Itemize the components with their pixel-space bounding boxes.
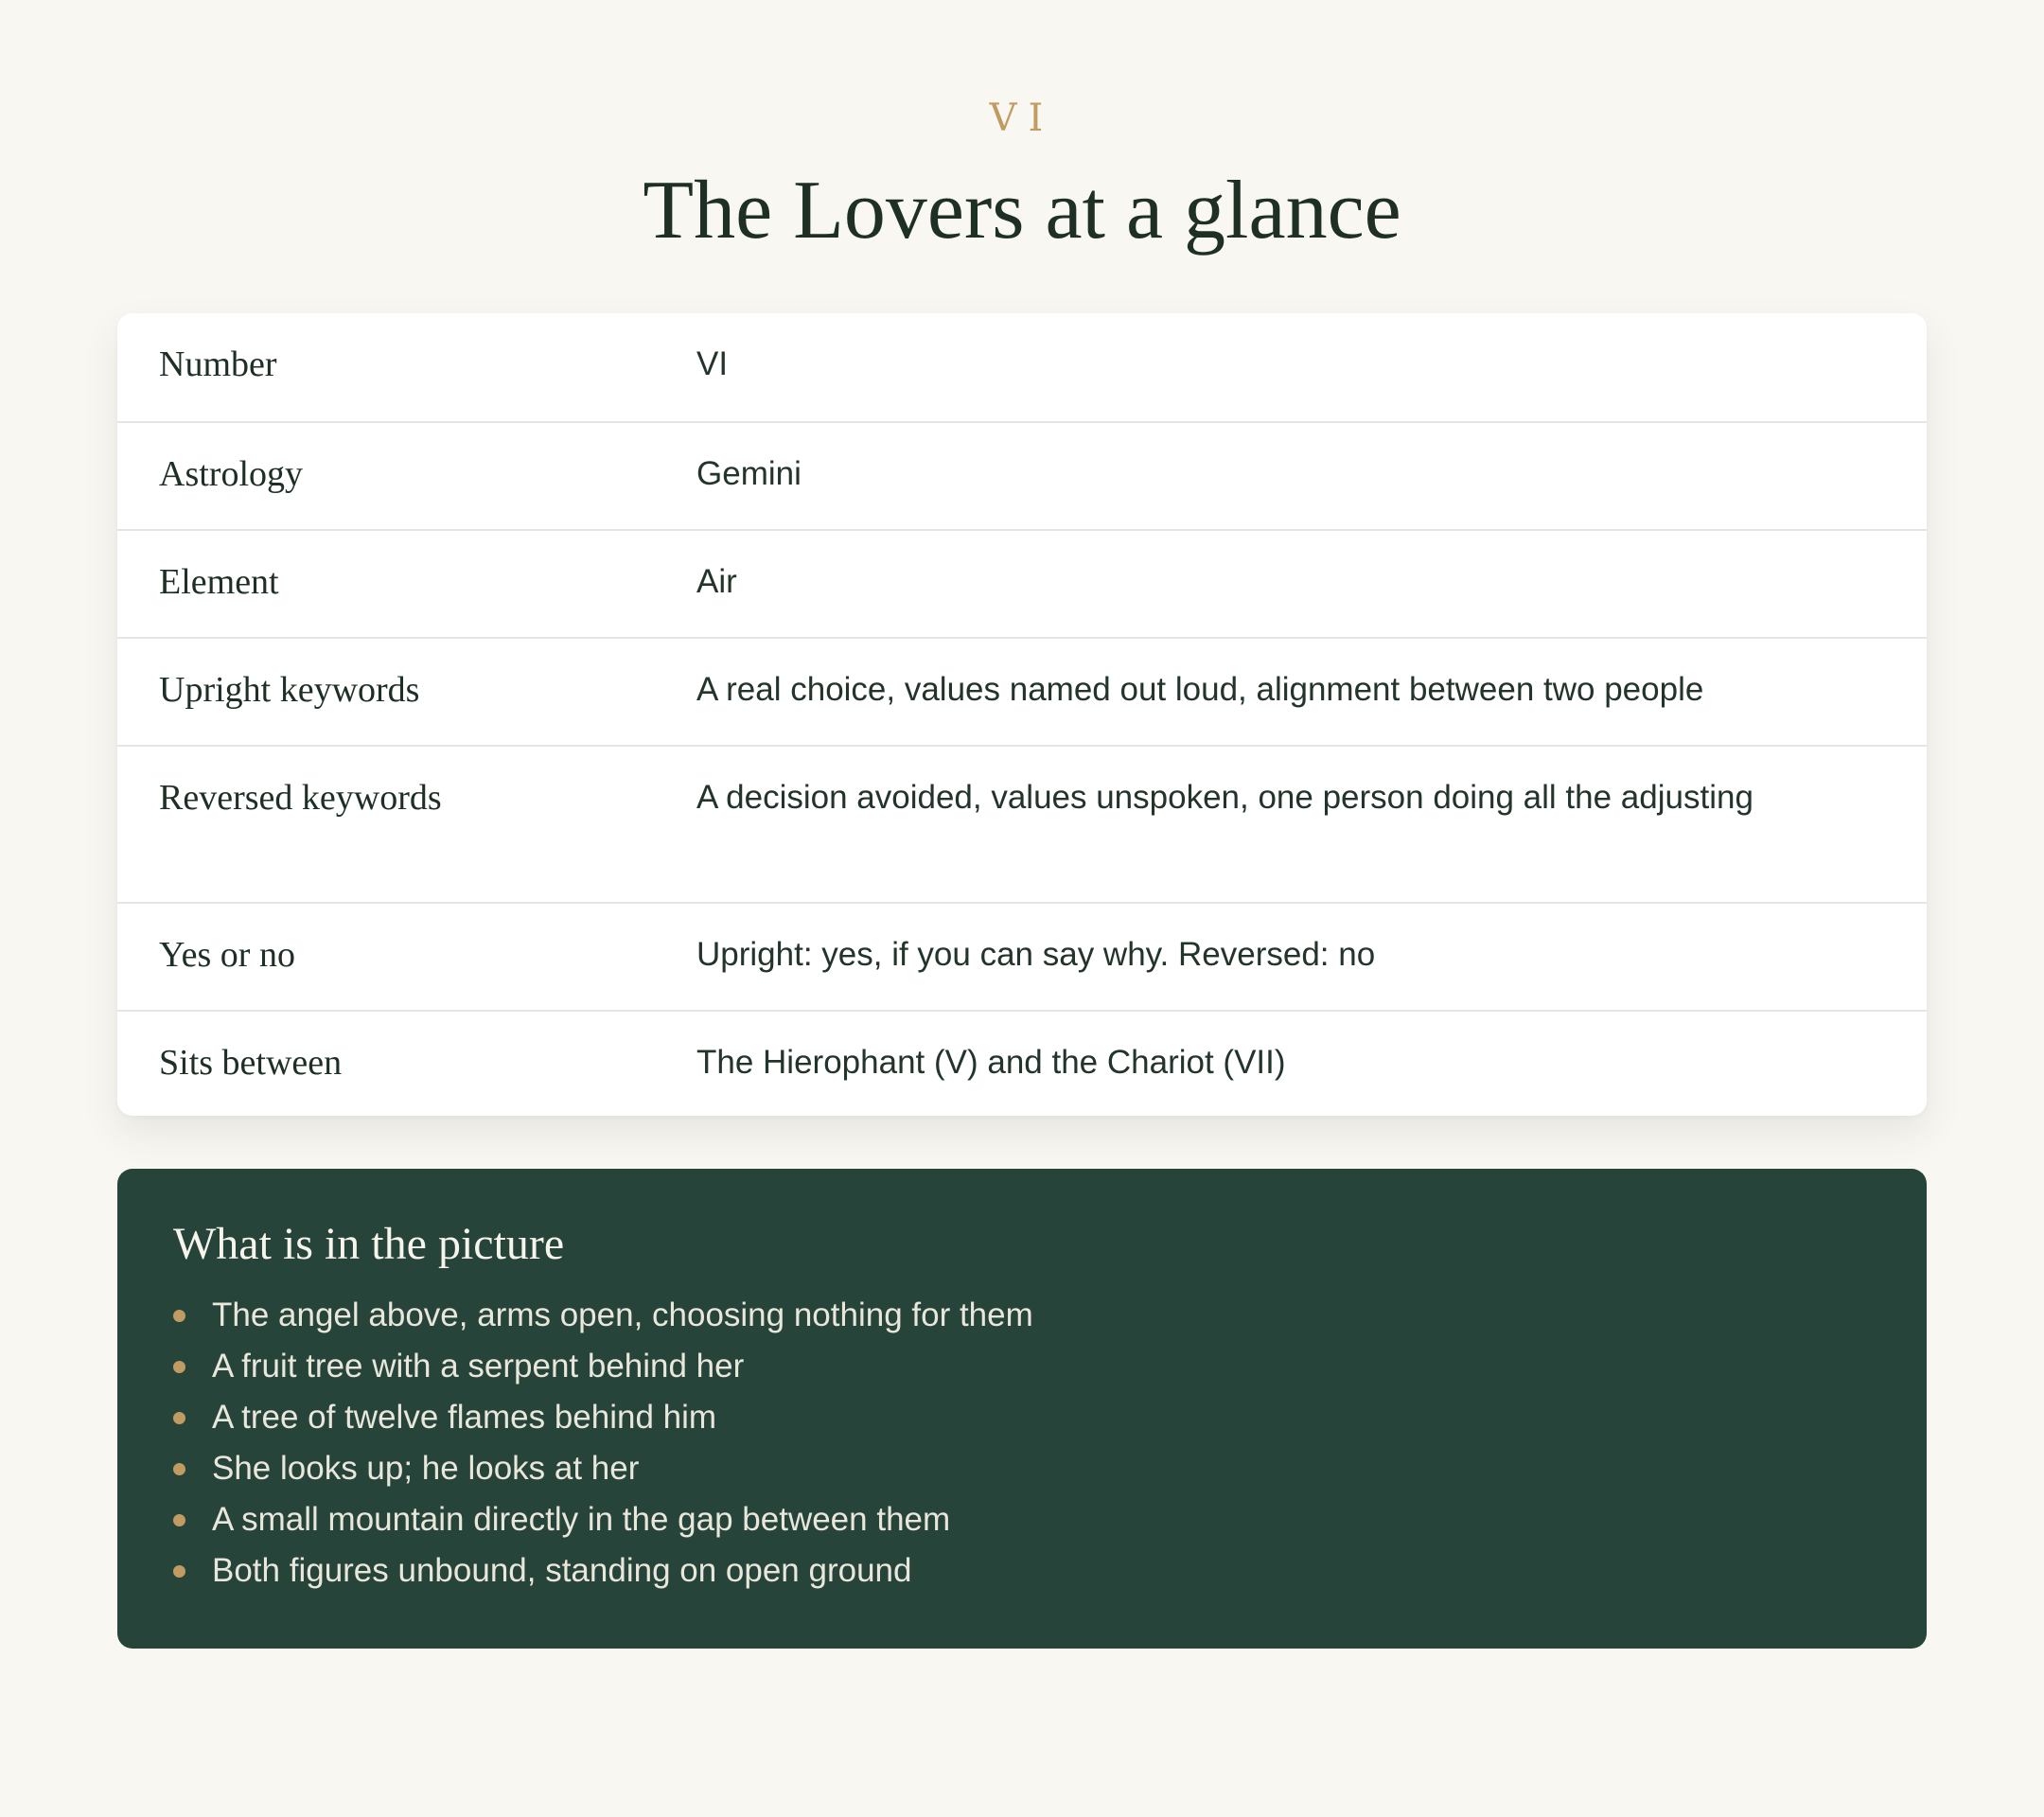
picture-heading: What is in the picture [173, 1219, 565, 1269]
bullet-dot-icon [173, 1463, 185, 1475]
list-item-text: The angel above, arms open, choosing nothing for them [212, 1297, 1033, 1333]
list-item [173, 1494, 1871, 1545]
row-value: Gemini [696, 455, 802, 492]
list-item-text: A tree of twelve flames behind him [212, 1399, 717, 1436]
page-title: The Lovers at a glance [643, 165, 1401, 256]
list-item-text: She looks up; he looks at her [212, 1450, 640, 1487]
row-label: Astrology [159, 454, 303, 494]
list-item [173, 1392, 1871, 1443]
table-row-upright-keywords [117, 637, 1927, 745]
row-value: VI [696, 345, 729, 382]
row-value: A decision avoided, values unspoken, one person doing all the adjusting [696, 779, 1753, 816]
row-label: Upright keywords [159, 670, 420, 710]
list-item-text: Both figures unbound, standing on open ground [212, 1552, 912, 1589]
row-label: Number [159, 344, 277, 384]
table-row-element [117, 529, 1927, 637]
picture-panel [117, 1169, 1927, 1649]
row-label: Yes or no [159, 935, 295, 975]
row-label: Element [159, 562, 279, 602]
table-row-yes-or-no [117, 902, 1927, 1010]
table-row-reversed-keywords [117, 745, 1927, 902]
list-item [173, 1545, 1871, 1596]
table-row-sits-between [117, 1010, 1927, 1116]
row-value: The Hierophant (V) and the Chariot (VII) [696, 1044, 1286, 1081]
bullet-dot-icon [173, 1565, 185, 1578]
bullet-dot-icon [173, 1310, 185, 1322]
row-value: Upright: yes, if you can say why. Reversed: no [696, 936, 1376, 973]
list-item [173, 1443, 1871, 1494]
bullet-dot-icon [173, 1514, 185, 1526]
row-label: Sits between [159, 1043, 343, 1083]
row-value: A real choice, values named out loud, alignment between two people [696, 671, 1704, 708]
list-item [173, 1341, 1871, 1392]
table-row-astrology [117, 421, 1927, 529]
card-numeral: VI [989, 97, 1055, 140]
bullet-dot-icon [173, 1412, 185, 1424]
bullet-dot-icon [173, 1361, 185, 1373]
list-item-text: A fruit tree with a serpent behind her [212, 1348, 745, 1385]
card-facts-table [117, 313, 1927, 1116]
picture-list [173, 1290, 1871, 1596]
row-label: Reversed keywords [159, 778, 442, 818]
list-item-text: A small mountain directly in the gap between them [212, 1501, 951, 1538]
row-value: Air [696, 563, 737, 600]
table-row-number [117, 313, 1927, 421]
list-item [173, 1290, 1871, 1341]
